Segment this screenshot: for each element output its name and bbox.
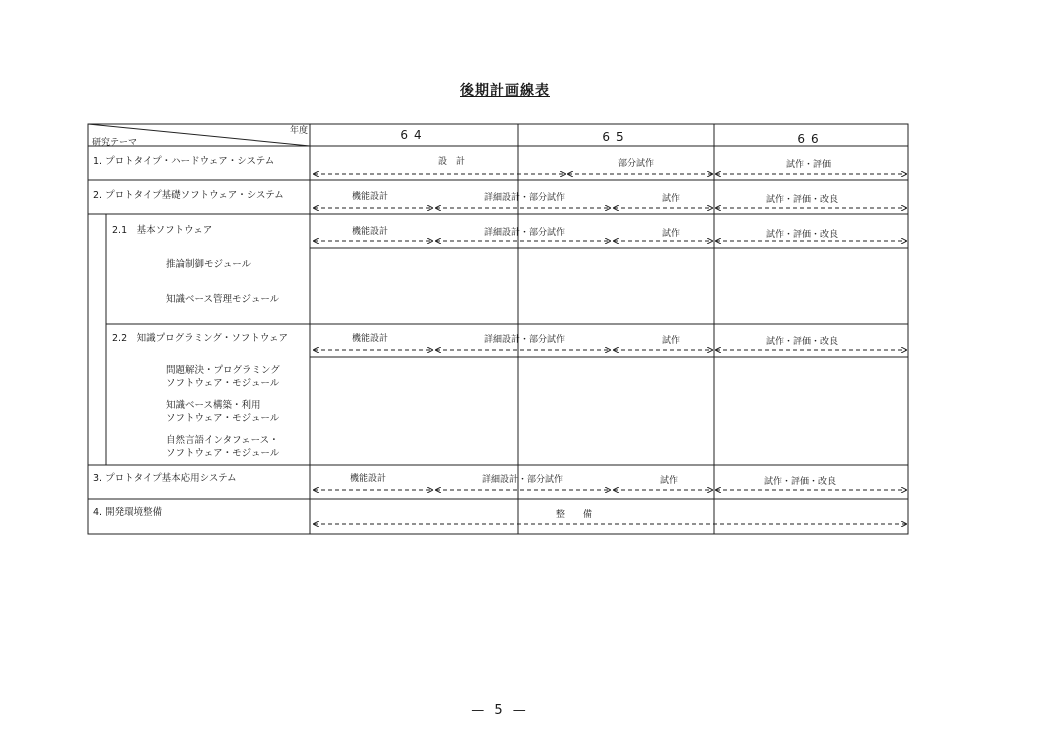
- phase-detail-design: 詳細設計・部分試作: [484, 335, 566, 345]
- sub-module-natural-language: 自然言語インタフェース・ ソフトウェア・モジュール: [166, 435, 280, 459]
- phase-design: 設 計: [438, 157, 466, 167]
- row-label-application: 3. プロトタイプ基本応用システム: [93, 473, 237, 484]
- row-label-base-software: 2. プロトタイプ基礎ソフトウェア・システム: [93, 190, 284, 201]
- phase-prototype-eval-improve: 試作・評価・改良: [766, 195, 839, 205]
- phase-functional-design: 機能設計: [352, 192, 389, 202]
- sub-module-kb-management: 知識ベース管理モジュール: [166, 294, 280, 305]
- page-number: — 5 —: [471, 703, 529, 718]
- row-label-dev-environment: 4. 開発環境整備: [93, 507, 163, 518]
- phase-functional-design: 機能設計: [352, 227, 389, 237]
- phase-prototype-eval-improve: 試作・評価・改良: [766, 337, 839, 347]
- phase-partial-prototype: 部分試作: [618, 159, 655, 169]
- phase-detail-design: 詳細設計・部分試作: [484, 193, 566, 203]
- sub-module-inference: 推論制御モジュール: [166, 259, 252, 270]
- phase-prototype-eval-improve: 試作・評価・改良: [764, 477, 837, 487]
- phase-detail-design: 詳細設計・部分試作: [484, 228, 566, 238]
- year-label: 年度: [290, 126, 309, 136]
- row-label-knowledge-programming: 2.2 知識プログラミング・ソフトウェア: [112, 333, 289, 344]
- phase-prototype-eval: 試作・評価: [786, 160, 832, 170]
- phase-prototype: 試作: [662, 194, 681, 204]
- phase-functional-design: 機能設計: [352, 334, 389, 344]
- phase-setup: 整 備: [556, 510, 593, 520]
- phase-prototype: 試作: [662, 229, 681, 239]
- phase-prototype: 試作: [660, 476, 679, 486]
- year-66: 66: [797, 132, 825, 146]
- row-label-hardware: 1. プロトタイプ・ハードウェア・システム: [93, 156, 275, 167]
- year-64: 64: [400, 128, 428, 142]
- sub-module-kb-construction: 知識ベース構築・利用 ソフトウェア・モジュール: [166, 400, 280, 424]
- sub-module-problem-solving: 問題解決・プログラミング ソフトウェア・モジュール: [166, 365, 280, 389]
- document-title: 後期計画線表: [460, 83, 550, 99]
- phase-prototype-eval-improve: 試作・評価・改良: [766, 230, 839, 240]
- year-65: 65: [602, 130, 630, 144]
- phase-prototype: 試作: [662, 336, 681, 346]
- row-label-basic-software: 2.1 基本ソフトウェア: [112, 225, 213, 236]
- phase-detail-design: 詳細設計・部分試作: [482, 475, 564, 485]
- theme-label: 研究テーマ: [92, 138, 138, 148]
- phase-functional-design: 機能設計: [350, 474, 387, 484]
